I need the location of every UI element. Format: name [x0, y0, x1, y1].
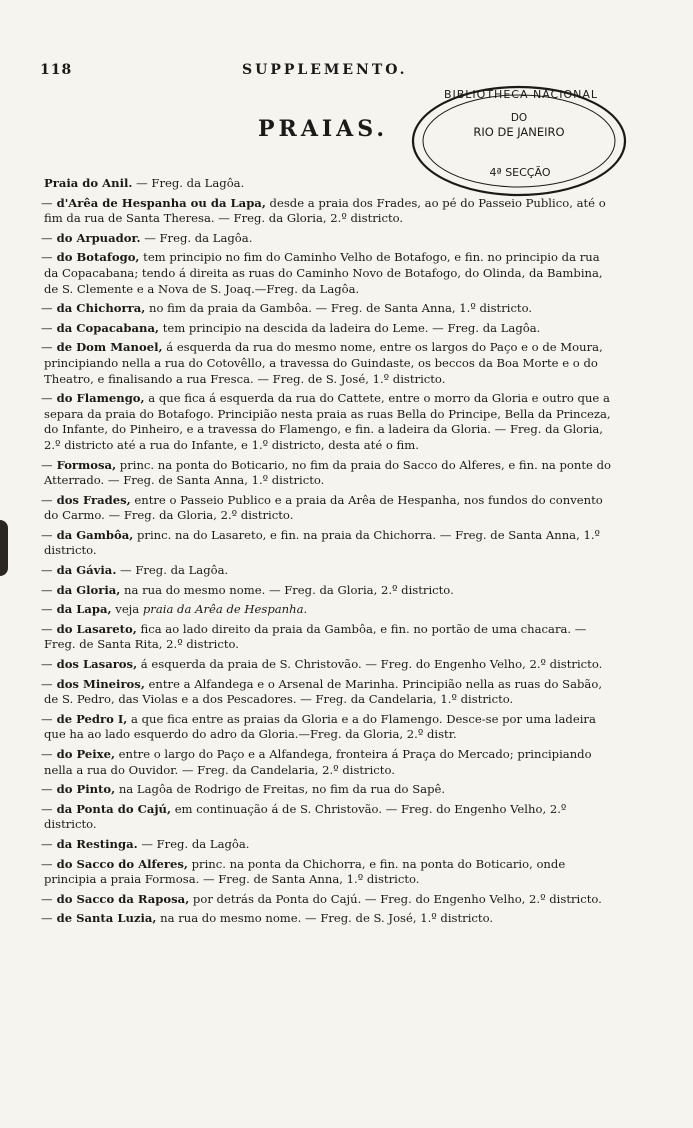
entry-dash: —: [41, 891, 53, 906]
entry-dash: —: [41, 602, 53, 617]
entry-term: de Pedro I,: [56, 711, 128, 726]
entry-text: a que fica á esquerda da rua do Cattete, entre o morro da Gloria e outro que a separa da praia do Botafogo. Principião nesta praia as ruas Bella do Principe, Bella da Princeza, do Infante, do Pinheiro, e a travessa do Flamengo, e fin. a ladeira da Gloria. — Freg. da Gloria, 2.º districto até a rua do Infante, e 1.º districto, desta até o fim.: [44, 391, 611, 452]
running-header: SUPPLEMENTO.: [242, 62, 408, 78]
entry-dash: —: [41, 836, 53, 851]
entry-text: princ. na do Lasareto, e fin. na praia da Chichorra. — Freg. de Santa Anna, 1.º districto.: [44, 527, 600, 558]
list-item: [41, 340, 614, 387]
entry-text: princ. na ponta da Chichorra, e fin. na ponta do Boticario, onde principia a praia Formosa. — Freg. de Santa Anna, 1.º districto.: [44, 856, 566, 887]
list-item: [41, 836, 614, 853]
entry-text: por detrás da Ponta do Cajú. — Freg. do Engenho Velho, 2.º districto.: [192, 891, 602, 906]
entry-text: — Freg. da Lagôa.: [136, 176, 245, 190]
entry-italic-ref: praia da Arêa de Hespanha.: [142, 602, 308, 617]
entry-term: da Lapa,: [56, 602, 112, 617]
entry-term: do Sacco do Alferes,: [56, 856, 188, 871]
list-item: [41, 492, 614, 524]
entry-text: á esquerda da praia de S. Christovão. — Freg. do Engenho Velho, 2.º districto.: [140, 657, 603, 672]
entry-term: do Flamengo,: [56, 391, 145, 406]
list-item: [41, 195, 614, 227]
entry-term: d'Arêa de Hespanha ou da Lapa,: [56, 195, 266, 210]
list-item: [41, 301, 614, 317]
entry-term: da Ponta do Cajú,: [56, 801, 171, 816]
list-item: [41, 911, 614, 927]
list-item: [41, 602, 614, 618]
entry-dash: —: [41, 582, 53, 597]
entry-dash: —: [41, 492, 53, 507]
entry-dash: —: [41, 230, 53, 245]
list-item: [41, 711, 614, 743]
entry-term: da Restinga.: [56, 836, 138, 851]
entry-text: á esquerda da rua do mesmo nome, entre os largos do Paço e o de Moura, principiando nella a rua do Cotovêllo, a travessa do Guindaste, os beccos da Boa Morte e o do Theatro, e finalisando a rua Fresca. — Freg. de S. José, 1.º districto.: [44, 340, 603, 386]
entry-term: de Santa Luzia,: [56, 911, 157, 926]
entry-term: dos Mineiros,: [56, 676, 145, 691]
entry-term: de Dom Manoel,: [56, 340, 163, 355]
entry-term: do Arpuador.: [56, 230, 141, 245]
entry-term: Formosa,: [56, 457, 117, 472]
entry-term: do Botafogo,: [56, 250, 140, 265]
entry-text: a que fica entre as praias da Gloria e a do Flamengo. Desce-se por uma ladeira que ha ao lado esquerdo do adro da Gloria.—Freg. da Gloria, 2.º distr.: [44, 711, 596, 742]
entry-term: do Pinto,: [56, 782, 116, 797]
entry-term: da Gambôa,: [56, 527, 134, 542]
list-item: [41, 856, 614, 888]
entry-term: dos Lasaros,: [56, 657, 138, 672]
entry-text: veja: [115, 602, 140, 617]
entry-dash: —: [41, 301, 53, 316]
entry-dash: —: [41, 391, 53, 406]
list-item: [41, 527, 614, 559]
entry-text: — Freg. da Lagôa.: [141, 836, 250, 851]
list-item: [41, 891, 614, 908]
entry-text: na rua do mesmo nome. — Freg. de S. José, 1.º districto.: [160, 911, 494, 926]
list-item: [41, 782, 614, 798]
entry-dash: —: [41, 747, 53, 761]
list-item: [41, 250, 614, 297]
list-item: [41, 391, 614, 453]
entry-text: na Lagôa de Rodrigo de Freitas, no fim da rua do Sapê.: [118, 782, 446, 797]
entry-dash: —: [41, 911, 53, 926]
entry-dash: —: [41, 676, 53, 691]
list-item: [41, 747, 614, 778]
entry-term: do Peixe,: [56, 747, 115, 761]
list-item: [41, 582, 614, 599]
list-item: [41, 563, 614, 579]
ink-bleed-mark: [0, 520, 8, 576]
entry-text: princ. na ponta do Boticario, no fim da praia do Sacco do Alferes, e fin. na ponte do Atterrado. — Freg. de Santa Anna, 1.º districto.: [44, 457, 611, 488]
entry-dash: —: [41, 250, 53, 265]
entry-dash: —: [41, 340, 53, 355]
list-item: [41, 621, 614, 653]
entry-dash: —: [41, 195, 53, 210]
entry-term: da Gávia.: [56, 563, 117, 578]
entry-text: entre o Passeio Publico e a praia da Arêa de Hespanha, nos fundos do convento do Carmo. — Freg. da Gloria, 2.º districto.: [44, 492, 603, 523]
entry-text: entre a Alfandega e o Arsenal de Marinha. Principião nella as ruas do Sabão, de S. Pedro, das Violas e a dos Pescadores. — Freg. da Candelaria, 1.º districto.: [44, 676, 603, 707]
entry-text: — Freg. da Lagôa.: [120, 563, 229, 578]
list-item: [44, 176, 614, 192]
entry-text: tem principio na descida da ladeira do Leme. — Freg. da Lagôa.: [162, 320, 541, 335]
section-title: PRAIAS.: [258, 116, 389, 142]
list-item: [41, 676, 614, 708]
entry-dash: —: [41, 320, 53, 335]
stamp-line-section: 4ª SECÇÃO: [489, 166, 551, 179]
entry-dash: —: [41, 527, 53, 542]
list-item: [41, 801, 614, 833]
entry-dash: —: [41, 563, 53, 578]
entry-term: da Chichorra,: [56, 301, 146, 316]
stamp-line-rio: RIO DE JANEIRO: [473, 125, 565, 139]
entry-dash: —: [41, 457, 53, 472]
stamp-ring-text: BIBLIOTHECA NACIONAL: [443, 88, 599, 101]
list-item: [41, 320, 614, 337]
entry-dash: —: [41, 657, 53, 672]
list-item: [41, 230, 614, 247]
entry-text: entre o largo do Paço e a Alfandega, fronteira á Praça do Mercado; principiando nella a rua do Ouvidor. — Freg. da Candelaria, 2.º districto.: [44, 747, 592, 777]
list-item: [41, 657, 614, 673]
entry-list: [41, 176, 614, 931]
entry-text: desde a praia dos Frades, ao pé do Passeio Publico, até o fim da rua de Santa Theresa. — Freg. da Gloria, 2.º districto.: [44, 195, 606, 226]
entry-term: Praia do Anil.: [44, 176, 133, 190]
entry-text: em continuação á de S. Christovão. — Freg. do Engenho Velho, 2.º districto.: [44, 801, 567, 832]
entry-text: tem principio no fim do Caminho Velho de Botafogo, e fin. no principio da rua da Copacabana; tendo á direita as ruas do Caminho Novo de Botafogo, do Olinda, da Bambina, de S. Clemente e a Nova de S. Joaq.—Freg. da Lagôa.: [44, 250, 603, 296]
entry-text: — Freg. da Lagôa.: [144, 230, 253, 245]
entry-text: no fim da praia da Gambôa. — Freg. de Santa Anna, 1.º districto.: [148, 301, 533, 316]
entry-term: do Lasareto,: [56, 621, 137, 636]
entry-dash: —: [41, 711, 53, 726]
entry-dash: —: [41, 621, 53, 636]
entry-dash: —: [41, 782, 53, 797]
entry-text: na rua do mesmo nome. — Freg. da Gloria, 2.º districto.: [124, 582, 454, 597]
entry-term: dos Frades,: [56, 492, 131, 507]
entry-text: fica ao lado direito da praia da Gambôa, e fin. no portão de uma chacara. — Freg. de Santa Rita, 2.º districto.: [44, 621, 587, 652]
entry-dash: —: [41, 856, 53, 871]
stamp-line-do: DO: [510, 112, 528, 124]
entry-dash: —: [41, 801, 53, 816]
entry-term: da Copacabana,: [56, 320, 159, 335]
entry-term: da Gloria,: [56, 582, 121, 597]
list-item: [41, 457, 614, 489]
entry-term: do Sacco da Raposa,: [56, 891, 190, 906]
page-number: 118: [40, 62, 73, 78]
